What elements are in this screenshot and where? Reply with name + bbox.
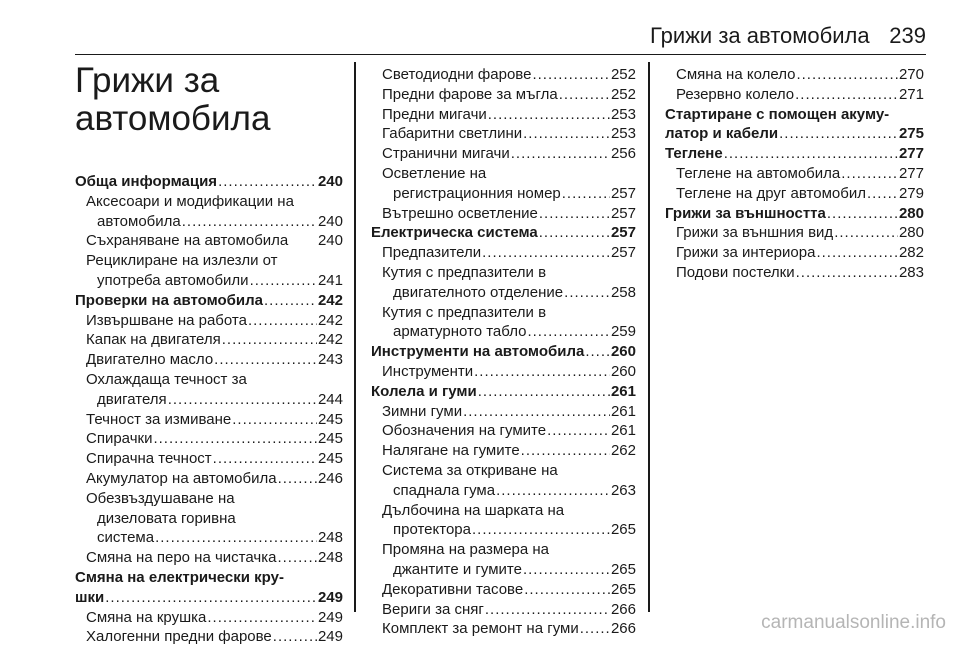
toc-page-number: 248 xyxy=(317,529,343,547)
toc-page-number: 252 xyxy=(610,66,636,83)
toc-page-number: 275 xyxy=(898,125,924,143)
toc-entry-text: Вътрешно осветление xyxy=(382,204,538,222)
column-divider xyxy=(354,62,356,612)
leader-dots xyxy=(523,560,610,580)
toc-entry-text: Двигателно масло xyxy=(86,351,214,369)
toc-section-entry[interactable] xyxy=(665,144,924,164)
leader-dots xyxy=(222,330,317,350)
toc-entry-text: Предни фарове за мъгла xyxy=(382,85,558,103)
watermark: carmanualsonline.info xyxy=(761,612,946,633)
toc-page-number: 257 xyxy=(610,184,636,202)
toc-entry[interactable] xyxy=(371,303,636,343)
toc-page-number: 249 xyxy=(317,588,343,606)
leader-dots xyxy=(827,204,898,224)
toc-page-number: 249 xyxy=(317,608,343,626)
toc-entry[interactable] xyxy=(75,251,343,291)
toc-page-number: 261 xyxy=(610,382,636,400)
toc-entry-text: Проверки на автомобила xyxy=(75,291,263,309)
toc-entry[interactable] xyxy=(371,619,636,639)
toc-entry-text: протектора xyxy=(393,521,471,539)
toc-entry[interactable] xyxy=(371,362,636,382)
toc-entry-text: джантите и гумите xyxy=(393,560,522,578)
leader-dots xyxy=(478,382,610,402)
toc-page-number: 248 xyxy=(317,549,343,567)
toc-page-number: 257 xyxy=(610,244,636,262)
toc-page-number: 257 xyxy=(610,204,636,222)
toc-entry[interactable] xyxy=(75,231,343,251)
toc-page-number: 265 xyxy=(610,580,636,598)
toc-entry-text: Капак на двигателя xyxy=(86,331,221,349)
toc-entry-text: двигателя xyxy=(97,390,167,408)
toc-entry[interactable] xyxy=(371,243,636,263)
leader-dots xyxy=(213,449,317,469)
toc-section-entry[interactable] xyxy=(371,342,636,362)
leader-dots xyxy=(248,311,317,331)
page-header xyxy=(75,20,926,55)
leader-dots xyxy=(524,580,610,600)
toc-page-number: 252 xyxy=(610,85,636,103)
toc-page-number: 240 xyxy=(317,232,343,250)
leader-dots xyxy=(496,481,610,501)
leader-dots xyxy=(153,429,317,449)
toc-entry[interactable] xyxy=(371,600,636,620)
toc-page-number: 260 xyxy=(610,362,636,380)
toc-page-number: 245 xyxy=(317,450,343,468)
leader-dots xyxy=(539,204,610,224)
toc-page-number: 246 xyxy=(317,469,343,487)
toc-column-2 xyxy=(371,65,636,639)
toc-entry-text: Декоративни тасове xyxy=(382,580,524,598)
toc-entry-text: двигателното отделение xyxy=(393,283,564,301)
toc-entry[interactable] xyxy=(665,85,924,105)
toc-page-number: 277 xyxy=(898,164,924,182)
toc-page-number: 263 xyxy=(610,481,636,499)
leader-dots xyxy=(564,283,610,303)
toc-entry-text: Смяна на крушка xyxy=(86,608,207,626)
leader-dots xyxy=(724,144,898,164)
toc-section-entry[interactable] xyxy=(371,382,636,402)
toc-entry-text: Стартиране с помощен акуму- xyxy=(665,105,890,123)
toc-entry-text: Обозначения на гумите xyxy=(382,422,547,440)
leader-dots xyxy=(472,520,610,540)
toc-entry[interactable] xyxy=(75,350,343,370)
toc-section-entry[interactable] xyxy=(75,172,343,192)
leader-dots xyxy=(488,105,610,125)
toc-entry-text: Течност за измиване xyxy=(86,410,232,428)
toc-entry-text: Кутия с предпазители в xyxy=(382,303,547,321)
toc-entry[interactable] xyxy=(371,461,636,501)
toc-page-number: 242 xyxy=(317,291,343,309)
toc-page-number: 256 xyxy=(610,145,636,163)
leader-dots xyxy=(168,390,317,410)
toc-entry[interactable] xyxy=(75,410,343,430)
leader-dots xyxy=(474,362,610,382)
toc-entry-text: шки xyxy=(75,588,105,606)
toc-page-number: 265 xyxy=(610,560,636,578)
toc-entry-text: Рециклиране на излезли от xyxy=(86,252,278,270)
leader-dots xyxy=(105,588,317,608)
toc-page-number: 257 xyxy=(610,224,636,242)
toc-page-number: 245 xyxy=(317,410,343,428)
leader-dots xyxy=(527,322,610,342)
leader-dots xyxy=(841,164,898,184)
toc-entry-text: Съхраняване на автомобила xyxy=(86,232,289,250)
toc-column-3 xyxy=(665,65,924,283)
leader-dots xyxy=(278,469,317,489)
toc-page-number: 262 xyxy=(610,442,636,460)
leader-dots xyxy=(539,223,610,243)
leader-dots xyxy=(562,184,610,204)
toc-entry-text: Теглене xyxy=(665,145,723,163)
toc-entry-text: Колела и гуми xyxy=(371,382,477,400)
toc-section-entry[interactable] xyxy=(665,204,924,224)
toc-section-entry[interactable] xyxy=(665,105,924,145)
toc-entry[interactable] xyxy=(75,627,343,647)
toc-entry-text: Система за откриване на xyxy=(382,461,558,479)
leader-dots xyxy=(796,263,898,283)
toc-entry-text: Предпазители xyxy=(382,244,482,262)
toc-entry-text: автомобила xyxy=(97,212,181,230)
leader-dots xyxy=(482,243,610,263)
toc-entry-text: Предни мигачи xyxy=(382,105,487,123)
leader-dots xyxy=(559,85,610,105)
toc-section-entry[interactable] xyxy=(75,568,343,608)
column-divider xyxy=(648,62,650,612)
toc-entry[interactable] xyxy=(371,263,636,303)
leader-dots xyxy=(532,65,610,85)
toc-entry[interactable] xyxy=(75,608,343,628)
toc-page-number: 271 xyxy=(898,85,924,103)
leader-dots xyxy=(779,124,898,144)
toc-entry[interactable] xyxy=(371,144,636,164)
leader-dots xyxy=(463,402,610,422)
toc-entry[interactable] xyxy=(75,469,343,489)
toc-entry-text: Резервно колело xyxy=(676,85,795,103)
toc-entry[interactable] xyxy=(665,184,924,204)
toc-page-number: 260 xyxy=(610,343,636,361)
toc-entry-text: Подови постелки xyxy=(676,263,795,281)
toc-entry-text: Охлаждаща течност за xyxy=(86,370,247,388)
toc-column-1 xyxy=(75,172,343,647)
toc-entry[interactable] xyxy=(371,402,636,422)
toc-entry[interactable] xyxy=(75,449,343,469)
toc-entry-text: Вериги за сняг xyxy=(382,600,484,618)
leader-dots xyxy=(521,441,610,461)
toc-entry[interactable] xyxy=(371,441,636,461)
toc-entry-text: Осветление на xyxy=(382,164,487,182)
toc-entry[interactable] xyxy=(75,311,343,331)
leader-dots xyxy=(485,600,610,620)
toc-entry[interactable] xyxy=(665,164,924,184)
toc-page-number: 259 xyxy=(610,323,636,341)
leader-dots xyxy=(214,350,317,370)
chapter-title: Грижи за автомобила xyxy=(75,61,271,138)
toc-entry[interactable] xyxy=(75,489,343,548)
toc-page-number: 242 xyxy=(317,331,343,349)
toc-page-number: 253 xyxy=(610,105,636,123)
toc-entry-text: Обезвъздушаване на xyxy=(86,489,235,507)
toc-entry-text: Комплект за ремонт на гуми xyxy=(382,620,579,638)
toc-entry[interactable] xyxy=(371,105,636,125)
toc-entry[interactable] xyxy=(371,65,636,85)
leader-dots xyxy=(264,291,317,311)
toc-entry-text: Зимни гуми xyxy=(382,402,463,420)
toc-entry[interactable] xyxy=(371,85,636,105)
toc-entry[interactable] xyxy=(75,429,343,449)
toc-entry[interactable] xyxy=(75,370,343,410)
toc-entry[interactable] xyxy=(75,192,343,232)
toc-entry-text: Теглене на друг автомобил xyxy=(676,184,866,202)
leader-dots xyxy=(277,548,317,568)
toc-entry-text: регистрационния номер xyxy=(393,184,561,202)
toc-entry-text: Грижи за външността xyxy=(665,204,826,222)
toc-entry-text: Грижи за външния вид xyxy=(676,224,834,242)
leader-dots xyxy=(155,528,317,548)
toc-entry[interactable] xyxy=(371,501,636,541)
toc-page-number: 280 xyxy=(898,204,924,222)
toc-entry-text: Габаритни светлини xyxy=(382,125,523,143)
toc-entry-text: употреба автомобили xyxy=(97,271,249,289)
leader-dots xyxy=(816,243,898,263)
toc-page-number: 245 xyxy=(317,430,343,448)
toc-entry-text: Грижи за интериора xyxy=(676,244,816,262)
leader-dots xyxy=(523,124,610,144)
toc-entry-text: Електрическа система xyxy=(371,224,538,242)
toc-entry-text: дизеловата горивна xyxy=(97,509,236,527)
toc-entry[interactable] xyxy=(665,223,924,243)
toc-entry[interactable] xyxy=(371,540,636,580)
toc-entry[interactable] xyxy=(371,124,636,144)
leader-dots xyxy=(182,212,317,232)
toc-entry-text: Спирачна течност xyxy=(86,450,212,468)
toc-entry-text: латор и кабели xyxy=(665,125,779,143)
toc-page-number: 243 xyxy=(317,351,343,369)
toc-page-number: 277 xyxy=(898,145,924,163)
leader-dots xyxy=(867,184,898,204)
toc-section-entry[interactable] xyxy=(75,291,343,311)
toc-page-number: 249 xyxy=(317,628,343,646)
toc-entry-text: Налягане на гумите xyxy=(382,442,520,460)
toc-page-number: 283 xyxy=(898,263,924,281)
toc-entry-text: Спирачки xyxy=(86,430,153,448)
toc-page-number: 282 xyxy=(898,244,924,262)
leader-dots xyxy=(580,619,610,639)
toc-entry-text: Теглене на автомобила xyxy=(676,164,841,182)
toc-entry-text: Смяна на електрически кру- xyxy=(75,568,284,586)
toc-entry[interactable] xyxy=(665,263,924,283)
toc-page-number: 241 xyxy=(317,271,343,289)
toc-entry-text: Аксесоари и модификации на xyxy=(86,192,294,210)
toc-entry-text: арматурното табло xyxy=(393,323,527,341)
toc-entry-text: Инструменти на автомобила xyxy=(371,343,585,361)
toc-page-number: 279 xyxy=(898,184,924,202)
toc-page-number: 261 xyxy=(610,402,636,420)
toc-entry-text: Светодиодни фарове xyxy=(382,66,532,83)
toc-entry-text: Извършване на работа xyxy=(86,311,247,329)
toc-entry-text: Дълбочина на шарката на xyxy=(382,501,565,519)
leader-dots xyxy=(232,410,317,430)
leader-dots xyxy=(218,172,317,192)
toc-page-number: 240 xyxy=(317,173,343,190)
leader-dots xyxy=(585,342,610,362)
toc-page-number: 266 xyxy=(610,620,636,638)
toc-entry[interactable] xyxy=(371,580,636,600)
toc-page-number: 270 xyxy=(898,66,924,83)
toc-section-entry[interactable] xyxy=(371,223,636,243)
toc-page-number: 261 xyxy=(610,422,636,440)
toc-page-number: 240 xyxy=(317,212,343,230)
toc-page-number: 242 xyxy=(317,311,343,329)
toc-page-number: 265 xyxy=(610,521,636,539)
toc-entry-text: Странични мигачи xyxy=(382,145,510,163)
toc-page-number: 244 xyxy=(317,390,343,408)
toc-entry-text: Обща информация xyxy=(75,173,218,190)
toc-entry[interactable] xyxy=(665,65,924,85)
toc-page-number: 253 xyxy=(610,125,636,143)
toc-page-number: 258 xyxy=(610,283,636,301)
toc-entry-text: Смяна на колело xyxy=(676,66,796,83)
toc-page-number: 280 xyxy=(898,224,924,242)
toc-entry[interactable] xyxy=(75,330,343,350)
leader-dots xyxy=(250,271,317,291)
leader-dots xyxy=(273,627,317,647)
toc-entry-text: спаднала гума xyxy=(393,481,496,499)
toc-entry-text: Акумулатор на автомобила xyxy=(86,469,277,487)
toc-entry[interactable] xyxy=(371,204,636,224)
toc-entry-text: Халогенни предни фарове xyxy=(86,628,272,646)
toc-entry[interactable] xyxy=(75,548,343,568)
toc-entry-text: Инструменти xyxy=(382,362,474,380)
leader-dots xyxy=(795,85,898,105)
toc-entry-text: Смяна на перо на чистачка xyxy=(86,549,277,567)
leader-dots xyxy=(796,65,898,85)
toc-entry-text: Кутия с предпазители в xyxy=(382,263,547,281)
toc-entry-text: Промяна на размера на xyxy=(382,541,550,559)
leader-dots xyxy=(207,608,317,628)
toc-entry[interactable] xyxy=(371,164,636,204)
toc-page-number: 266 xyxy=(610,600,636,618)
toc-entry[interactable] xyxy=(371,421,636,441)
leader-dots xyxy=(511,144,610,164)
toc-entry[interactable] xyxy=(665,243,924,263)
leader-dots xyxy=(547,421,610,441)
leader-dots xyxy=(834,223,898,243)
toc-entry-text: система xyxy=(97,529,155,547)
page-number: 239 xyxy=(889,23,926,48)
header-title: Грижи за автомобила xyxy=(650,23,870,48)
